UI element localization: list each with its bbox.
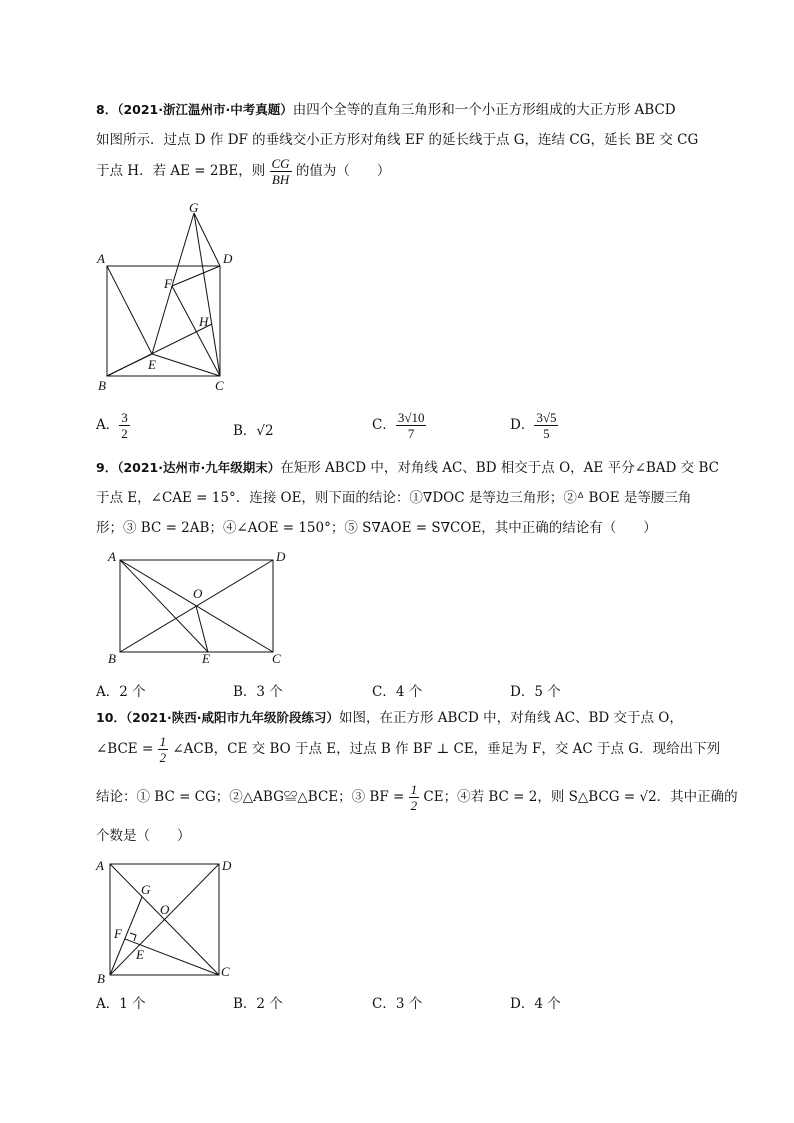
q8-text-3b: 的值为（ ）: [295, 163, 391, 179]
q10-label-E: E: [136, 947, 144, 962]
q9-label-O: O: [193, 586, 203, 601]
q9-stem-line1: [96, 456, 719, 476]
q10-label-B: B: [97, 971, 105, 986]
q9-option-b[interactable]: B．3 个: [233, 684, 283, 700]
q9-stem-line2: 于点 E，∠CAE = 15°．连接 OE，则下面的结论：①∇DOC 是等边三角形；②ᐞ BOE 是等腰三角: [96, 490, 692, 506]
q8-label-C: C: [215, 378, 224, 393]
q10-number: 10．: [96, 710, 126, 725]
q9-label-B: B: [108, 651, 116, 666]
q8-stem-line1: [96, 98, 676, 118]
q8-label-D: D: [223, 251, 233, 266]
q10-label-D: D: [222, 858, 232, 873]
q10-fraction-2: $\frac{1}{2}$: [410, 782, 418, 813]
q10-label-G: G: [141, 882, 151, 897]
q9-label-A: A: [108, 549, 116, 564]
q10-label-C: C: [221, 964, 230, 979]
q10-option-c[interactable]: C．3 个: [372, 996, 423, 1012]
q10-source: （2021·陕西·咸阳市九年级阶段练习）: [125, 710, 339, 725]
q8-fraction: $\frac{CG}{BH}$: [271, 156, 290, 187]
q10-stem-line2: [96, 734, 720, 765]
q10-label-A: A: [96, 858, 104, 873]
q10-text-2b: ∠ACB，CE 交 BO 于点 E，过点 B 作 BF ⊥ CE，垂足为 F，交 AC 于点 G．现给出下列: [172, 741, 721, 757]
q9-option-c[interactable]: C．4 个: [372, 684, 423, 700]
q8-option-b[interactable]: B．√2: [233, 423, 274, 439]
q9-label-E: E: [202, 651, 210, 666]
q8-label-F: F: [164, 276, 172, 291]
q8-figure: [95, 200, 245, 400]
q10-text-3b: CE；④若 BC = 2，则 S△BCG = √2．其中正确的: [423, 789, 738, 805]
q10-label-F: F: [114, 926, 122, 941]
q9-label-D: D: [276, 549, 286, 564]
q8-label-G: G: [189, 200, 199, 215]
q10-stem-line3: [96, 782, 738, 813]
q9-text-1: 在矩形 ABCD 中，对角线 AC、BD 相交于点 O，AE 平分∠BAD 交 BC: [280, 460, 719, 476]
q10-fraction-1: $\frac{1}{2}$: [159, 734, 167, 765]
q8-label-H: H: [199, 314, 209, 329]
q8-label-A: A: [97, 251, 105, 266]
q8-source: （2021·浙江温州市·中考真题）: [117, 102, 293, 117]
q8-text-1: 由四个全等的直角三角形和一个小正方形组成的大正方形 ABCD: [292, 102, 676, 118]
q8-option-c[interactable]: C． $\frac{3√10}{7}$: [372, 410, 425, 441]
q9-number: 9．: [96, 460, 118, 475]
q9-option-d[interactable]: D．5 个: [510, 684, 561, 700]
q8-label-B: B: [98, 378, 106, 393]
q9-source: （2021·达州市·九年级期末）: [117, 460, 281, 475]
q8-option-a[interactable]: A． $\frac{3}{2}$: [96, 410, 128, 441]
q10-option-d[interactable]: D．4 个: [510, 996, 561, 1012]
q10-label-O: O: [160, 902, 170, 917]
q10-text-1: 如图，在正方形 ABCD 中，对角线 AC、BD 交于点 O，: [338, 710, 683, 726]
q9-label-C: C: [272, 651, 281, 666]
q10-text-3a: 结论：① BC = CG；②△ABG≌△BCE；③ BF =: [96, 789, 405, 805]
q10-stem-line1: [96, 706, 683, 726]
q9-figure: [100, 545, 300, 670]
q9-option-a[interactable]: A．2 个: [96, 684, 146, 700]
q10-option-b[interactable]: B．2 个: [233, 996, 283, 1012]
q8-text-3a: 于点 H．若 AE = 2BE，则: [96, 163, 266, 179]
q8-stem-line3: [96, 156, 390, 187]
q8-stem-line2: 如图所示．过点 D 作 DF 的垂线交小正方形对角线 EF 的延长线于点 G，连结 CG，延长 BE 交 CG: [96, 132, 699, 148]
q10-text-2a: ∠BCE =: [96, 741, 154, 757]
q8-option-d[interactable]: D． $\frac{3√5}{5}$: [510, 410, 557, 441]
q10-option-a[interactable]: A．1 个: [96, 996, 146, 1012]
q9-stem-line3: 形；③ BC = 2AB；④∠AOE = 150°；⑤ S∇AOE = S∇COE，其中正确的结论有（ ）: [96, 520, 657, 536]
q8-label-E: E: [148, 357, 156, 372]
q8-number: 8．: [96, 102, 118, 117]
q10-figure: [92, 852, 252, 987]
q10-stem-line4: 个数是（ ）: [96, 828, 191, 844]
